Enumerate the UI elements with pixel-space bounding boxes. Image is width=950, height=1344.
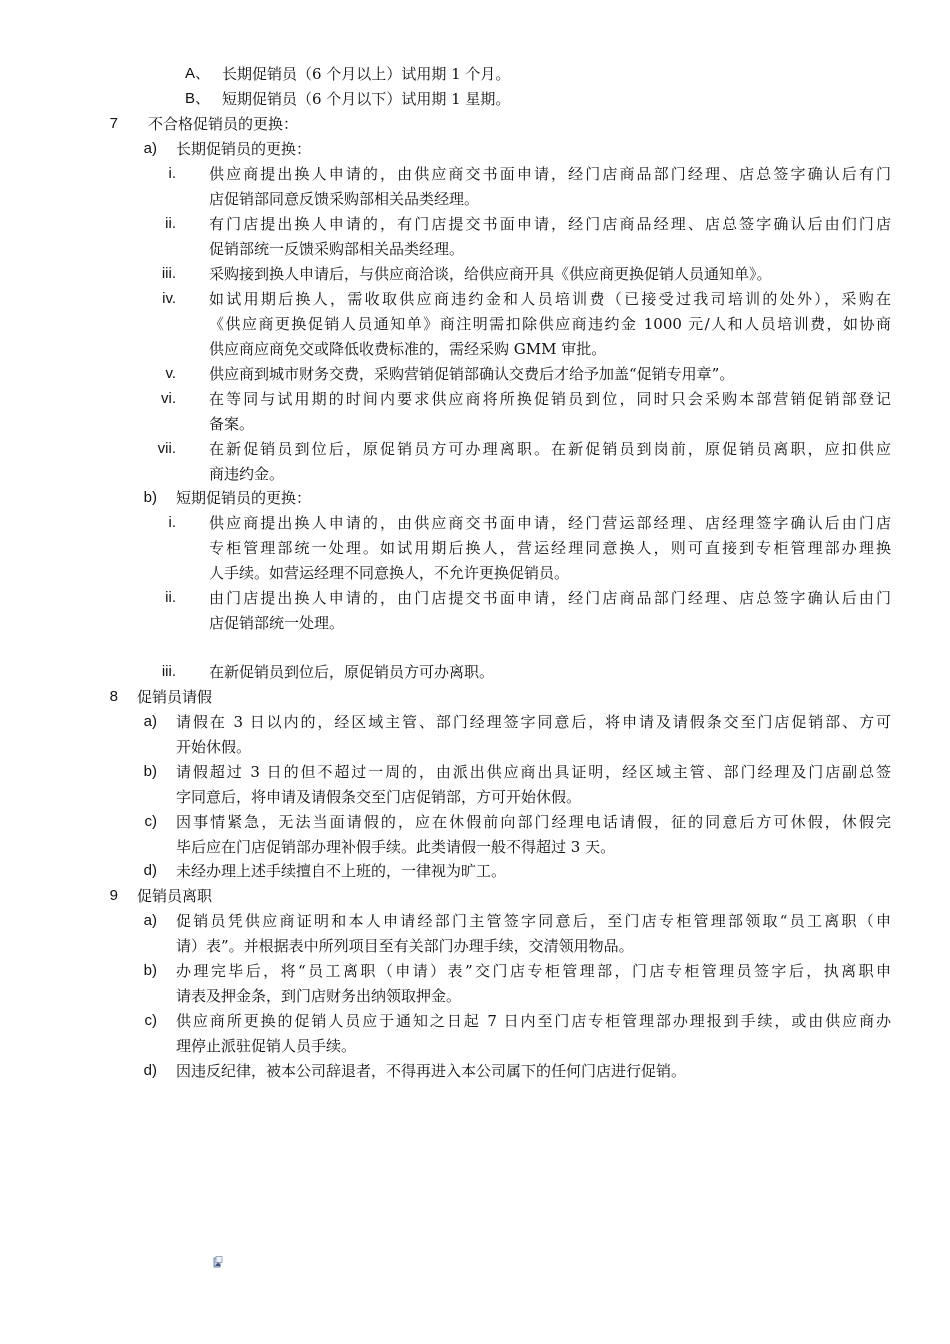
item-text: 采购接到换人申请后，与供应商洽谈，给供应商开具《供应商更换促销人员通知单》。 — [209, 265, 772, 283]
section-number: 8 — [109, 688, 118, 705]
item-text: 供应商应商免交或降低收费标准的，需经采购 GMM 审批。 — [209, 340, 607, 358]
list-item-continuation — [0, 237, 950, 261]
list-item — [0, 1009, 950, 1033]
item-number: v. — [165, 365, 176, 382]
section-heading — [0, 685, 950, 709]
item-text: 店促销部同意反馈采购部相关品类经理。 — [209, 190, 480, 208]
item-text: 供应商提出换人申请的，由供应商交书面申请，经门营运部经理、店经理签字确认后由门店 — [209, 514, 891, 532]
list-item-continuation — [0, 312, 950, 336]
list-item-continuation — [0, 462, 950, 486]
item-text: 因违反纪律，被本公司辞退者，不得再进入本公司属下的任何门店进行促销。 — [176, 1062, 687, 1080]
list-item — [0, 859, 950, 883]
section-number: 9 — [109, 887, 118, 904]
item-number: c) — [144, 813, 157, 830]
item-text: 供应商到城市财务交费，采购营销促销部确认交费后才给予加盖“促销专用章”。 — [209, 365, 735, 383]
list-item-continuation — [0, 611, 950, 635]
section-heading — [0, 112, 950, 136]
subsection-heading — [0, 486, 950, 510]
item-text: 备案。 — [209, 415, 255, 433]
section-title: 促销员离职 — [137, 887, 213, 905]
list-item — [0, 586, 950, 610]
list-item-continuation — [0, 412, 950, 436]
item-number: d) — [143, 1062, 157, 1079]
item-number: A、 — [184, 65, 210, 82]
item-number: vi. — [161, 390, 176, 407]
list-item — [0, 362, 950, 386]
list-item — [0, 1059, 950, 1083]
item-number: iii. — [161, 265, 176, 282]
item-text: 在等同与试用期的时间内要求供应商将所换促销员到位，同时只会采购本部营销促销部登记 — [209, 390, 891, 408]
item-number: vii. — [157, 440, 176, 457]
list-item-continuation — [0, 785, 950, 809]
list-item — [0, 262, 950, 286]
list-item — [0, 87, 950, 111]
subsection-title: 短期促销员的更换： — [176, 489, 312, 507]
list-item — [0, 212, 950, 236]
item-text: 如试用期后换人，需收取供应商违约金和人员培训费（已接受过我司培训的处外），采购在 — [209, 290, 891, 308]
item-text: 办理完毕后，将“员工离职（申请）表”交门店专柜管理部，门店专柜管理员签字后，执离职申 — [176, 962, 891, 980]
list-item-continuation — [0, 187, 950, 211]
list-item — [0, 511, 950, 535]
item-text: 有门店提出换人申请的，有门店提交书面申请，经门店商品经理、店总签字确认后由们门店 — [209, 215, 891, 233]
item-number: b) — [143, 962, 157, 979]
item-text: 在新促销员到位后，原促销员方可办理离职。在新促销员到岗前，原促销员离职，应扣供应 — [209, 440, 891, 458]
subsection-number: b) — [143, 489, 157, 506]
item-number: ii. — [165, 215, 176, 232]
item-text: 专柜管理部统一处理。如试用期后换人，营运经理同意换人，则可直接到专柜管理部办理换 — [209, 539, 891, 557]
item-text: 促销员凭供应商证明和本人申请经部门主管签字同意后，至门店专柜管理部领取“员工离职（申 — [176, 912, 891, 930]
item-text: 请）表”。并根据表中所列项目至有关部门办理手续，交清领用物品。 — [176, 937, 634, 955]
list-item — [0, 387, 950, 411]
item-text: 促销部统一反馈采购部相关品类经理。 — [209, 240, 465, 258]
item-text: 在新促销员到位后，原促销员方可办离职。 — [209, 663, 495, 681]
item-number: a) — [143, 912, 157, 929]
item-number: ii. — [165, 589, 176, 606]
item-number: B、 — [184, 90, 210, 107]
item-text: 人手续。如营运经理不同意换人，不允许更换促销员。 — [209, 564, 570, 582]
list-item — [0, 959, 950, 983]
list-item — [0, 710, 950, 734]
section-title: 不合格促销员的更换： — [148, 115, 299, 133]
item-text: 因事情紧急，无法当面请假的，应在休假前向部门经理电话请假，征的同意后方可休假，休假完 — [176, 813, 891, 831]
item-text: 毕后应在门店促销部办理补假手续。此类请假一般不得超过 3 天。 — [176, 838, 616, 856]
item-text: 店促销部统一处理。 — [209, 614, 345, 632]
item-text: 请假超过 3 日的但不超过一周的，由派出供应商出具证明，经区域主管、部门经理及门店副总签 — [176, 763, 891, 781]
item-text: 供应商提出换人申请的，由供应商交书面申请，经门店商品部门经理、店总签字确认后有门 — [209, 165, 891, 183]
item-number: i. — [168, 514, 176, 531]
subsection-heading — [0, 137, 950, 161]
list-item-continuation — [0, 934, 950, 958]
item-number: b) — [143, 763, 157, 780]
list-item-continuation — [0, 337, 950, 361]
section-number: 7 — [109, 115, 118, 132]
list-item — [0, 287, 950, 311]
item-text: 长期促销员（6 个月以上）试用期 1 个月。 — [222, 65, 511, 83]
subsection-title: 长期促销员的更换： — [176, 140, 312, 158]
section-heading — [0, 884, 950, 908]
item-text: 开始休假。 — [176, 738, 252, 756]
item-number: iii. — [161, 663, 176, 680]
list-item-continuation — [0, 561, 950, 585]
list-item — [0, 810, 950, 834]
list-item-continuation — [0, 1034, 950, 1058]
list-item-continuation — [0, 835, 950, 859]
item-number: a) — [143, 713, 157, 730]
section-title: 促销员请假 — [137, 688, 213, 706]
item-text: 请表及押金条，到门店财务出纳领取押金。 — [176, 987, 462, 1005]
small-image-icon — [213, 1256, 223, 1268]
list-item — [0, 62, 950, 86]
item-number: i. — [168, 165, 176, 182]
list-item — [0, 909, 950, 933]
list-item — [0, 760, 950, 784]
item-number: iv. — [162, 290, 176, 307]
item-text: 理停止派驻促销人员手续。 — [176, 1037, 357, 1055]
list-item-continuation — [0, 536, 950, 560]
item-text: 《供应商更换促销人员通知单》商注明需扣除供应商违约金 1000 元/人和人员培训费，如协商 — [209, 315, 891, 333]
item-text: 字同意后，将申请及请假条交至门店促销部，方可开始休假。 — [176, 788, 582, 806]
subsection-number: a) — [143, 140, 157, 157]
list-item-continuation — [0, 735, 950, 759]
item-text: 供应商所更换的促销人员应于通知之日起 7 日内至门店专柜管理部办理报到手续，或由供应商办 — [176, 1012, 891, 1030]
item-text: 短期促销员（6 个月以下）试用期 1 星期。 — [222, 90, 511, 108]
item-text: 未经办理上述手续擅自不上班的，一律视为旷工。 — [176, 862, 507, 880]
item-text: 商违约金。 — [209, 465, 285, 483]
list-item — [0, 660, 950, 684]
list-item-continuation — [0, 984, 950, 1008]
item-text: 由门店提出换人申请的，由门店提交书面申请，经门店商品部门经理、店总签字确认后由门 — [209, 589, 891, 607]
item-number: c) — [144, 1012, 157, 1029]
item-text: 请假在 3 日以内的，经区域主管、部门经理签字同意后，将申请及请假条交至门店促销部、方可 — [176, 713, 891, 731]
list-item — [0, 162, 950, 186]
list-item — [0, 437, 950, 461]
item-number: d) — [143, 862, 157, 879]
